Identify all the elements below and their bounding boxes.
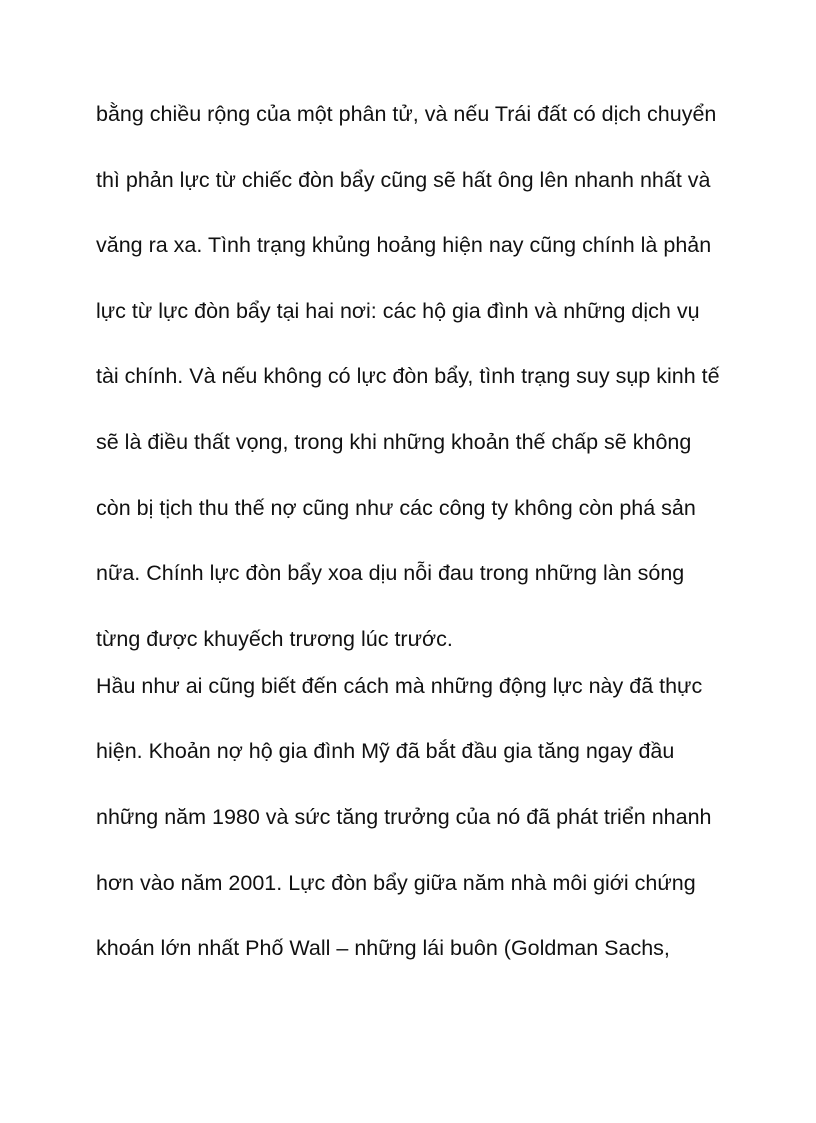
text-line: lực từ lực đòn bẩy tại hai nơi: các hộ gia đình và những dịch vụ bbox=[96, 298, 700, 323]
text-line: thì phản lực từ chiếc đòn bẩy cũng sẽ hất ông lên nhanh nhất và bbox=[96, 167, 711, 192]
body-text bbox=[96, 90, 736, 990]
text-line: khoán lớn nhất Phố Wall – những lái buôn (Goldman Sachs, bbox=[96, 936, 670, 961]
text-line: từng được khuyếch trương lúc trước. bbox=[96, 626, 453, 651]
text-line: những năm 1980 và sức tăng trưởng của nó đã phát triển nhanh bbox=[96, 804, 712, 829]
text-line: văng ra xa. Tình trạng khủng hoảng hiện nay cũng chính là phản bbox=[96, 233, 712, 258]
text-line: hiện. Khoản nợ hộ gia đình Mỹ đã bắt đầu gia tăng ngay đầu bbox=[96, 739, 675, 764]
paragraph-1 bbox=[96, 90, 736, 662]
text-line: hơn vào năm 2001. Lực đòn bẩy giữa năm nhà môi giới chứng bbox=[96, 870, 696, 895]
text-line: còn bị tịch thu thế nợ cũng như các công ty không còn phá sản bbox=[96, 495, 696, 520]
text-line: sẽ là điều thất vọng, trong khi những khoản thế chấp sẽ không bbox=[96, 429, 692, 454]
text-line: tài chính. Và nếu không có lực đòn bẩy, tình trạng suy sụp kinh tế bbox=[96, 364, 720, 389]
text-line: bằng chiều rộng của một phân tử, và nếu Trái đất có dịch chuyển bbox=[96, 102, 717, 126]
text-line: nữa. Chính lực đòn bẩy xoa dịu nỗi đau trong những làn sóng bbox=[96, 561, 685, 586]
paragraph-2 bbox=[96, 662, 736, 990]
text-line: Hầu như ai cũng biết đến cách mà những động lực này đã thực bbox=[96, 673, 703, 698]
